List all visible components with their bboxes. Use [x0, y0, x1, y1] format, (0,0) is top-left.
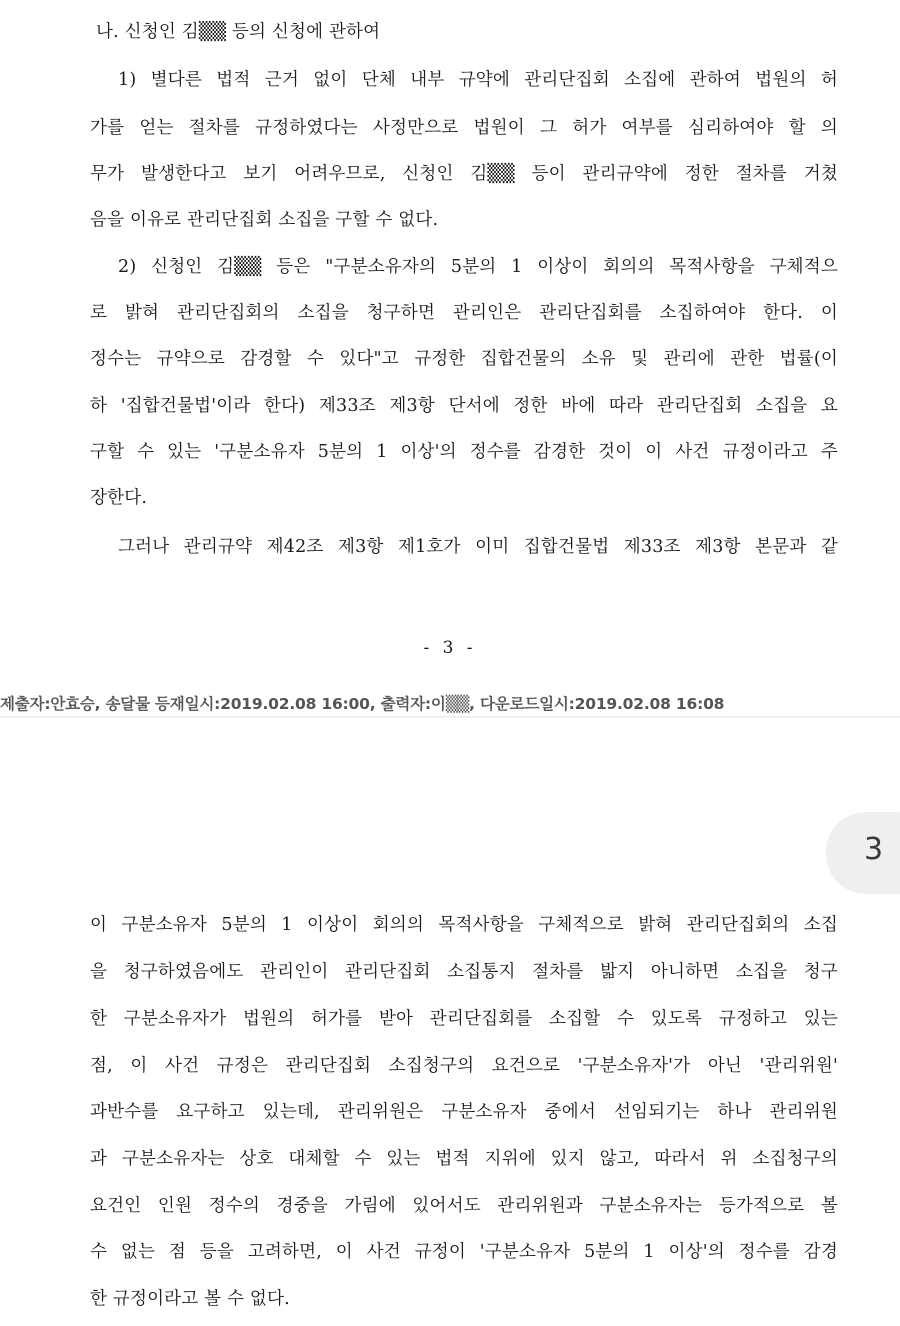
page-indicator-number: 3	[864, 832, 884, 867]
body-line: 그러나 관리규약 제42조 제3항 제1호가 이미 집합건물법 제33조 제3항 본문과 같	[118, 537, 838, 557]
download-stamp: 제출자:안효승, 송달물 등재일시:2019.02.08 16:00, 출력자:이▒▒, 다운로드일시:2019.02.08 16:08	[0, 695, 725, 713]
body-line: 장한다.	[90, 488, 148, 508]
page-number: - 3 -	[423, 638, 477, 658]
body-line: 한 규정이라고 볼 수 없다.	[90, 1289, 290, 1309]
body-line: 정수는 규약으로 감경할 수 있다"고 규정한 집합건물의 소유 및 관리에 관한 법률(이	[90, 349, 838, 369]
body-line: 점, 이 사건 규정은 관리단집회 소집청구의 요건으로 '구분소유자'가 아닌 '관리위원'	[90, 1056, 838, 1076]
body-line: 로 밝혀 관리단집회의 소집을 청구하면 관리인은 관리단집회를 소집하여야 한다. 이	[90, 303, 838, 323]
body-line: 하 '집합건물법'이라 한다) 제33조 제3항 단서에 정한 바에 따라 관리단집회 소집을 요	[90, 396, 838, 416]
body-line: 가를 얻는 절차를 규정하였다는 사정만으로 법원이 그 허가 여부를 심리하여야 할 의	[90, 118, 838, 138]
body-line: 요건인 인원 정수의 경중을 가림에 있어서도 관리위원과 구분소유자는 등가적으로 볼	[90, 1196, 838, 1216]
page-indicator-badge	[826, 812, 900, 894]
body-line: 2) 신청인 김▒▒ 등은 "구분소유자의 5분의 1 이상이 회의의 목적사항을 구체적으	[118, 257, 838, 277]
body-line: 수 없는 점 등을 고려하면, 이 사건 규정이 '구분소유자 5분의 1 이상'의 정수를 감경	[90, 1242, 838, 1262]
body-line: 과 구분소유자는 상호 대체할 수 있는 법적 지위에 있지 않고, 따라서 위 소집청구의	[90, 1149, 838, 1169]
section-heading: 나. 신청인 김▒▒ 등의 신청에 관하여	[96, 22, 381, 42]
body-line: 을 청구하였음에도 관리인이 관리단집회 소집통지 절차를 밟지 아니하면 소집을 청구	[90, 962, 838, 982]
body-line: 1) 별다른 법적 근거 없이 단체 내부 규약에 관리단집회 소집에 관하여 법원의 허	[118, 70, 838, 90]
body-line: 과반수를 요구하고 있는데, 관리위원은 구분소유자 중에서 선임되기는 하나 관리위원	[90, 1102, 838, 1122]
body-line: 구할 수 있는 '구분소유자 5분의 1 이상'의 정수를 감경한 것이 이 사건 규정이라고 주	[90, 442, 838, 462]
body-line: 음을 이유로 관리단집회 소집을 구할 수 없다.	[90, 210, 439, 230]
body-line: 한 구분소유자가 법원의 허가를 받아 관리단집회를 소집할 수 있도록 규정하고 있는	[90, 1009, 838, 1029]
body-line: 이 구분소유자 5분의 1 이상이 회의의 목적사항을 구체적으로 밝혀 관리단집회의 소집	[90, 915, 838, 935]
page-divider	[0, 716, 900, 718]
body-line: 무가 발생한다고 보기 어려우므로, 신청인 김▒▒ 등이 관리규약에 정한 절차를 거쳤	[90, 164, 838, 184]
